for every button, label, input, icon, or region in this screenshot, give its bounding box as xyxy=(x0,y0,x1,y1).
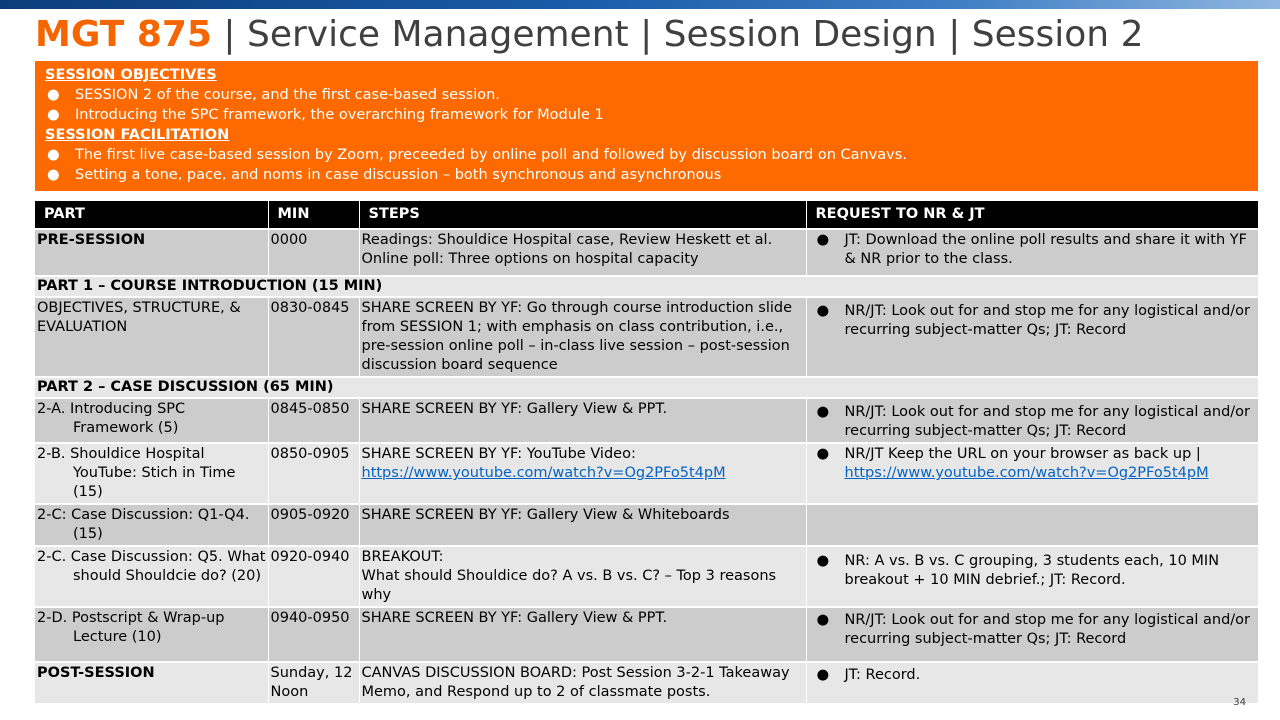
column-header-part: PART xyxy=(35,201,268,229)
min-cell: 0905-0920 xyxy=(268,504,359,546)
session-plan-table xyxy=(35,201,1258,703)
slide-title xyxy=(35,14,1143,56)
request-cell: ● NR/JT Keep the URL on your browser as back up | https://www.youtube.com/watch?v=Og2PFo5t4pM xyxy=(806,443,1258,504)
request-cell: ● NR: A vs. B vs. C grouping, 3 students each, 10 MIN breakout + 10 MIN debrief.; JT: Record. xyxy=(806,546,1258,607)
section-row xyxy=(35,276,1258,297)
bullet-icon: ● xyxy=(47,107,60,123)
part-cell: 2-C. Case Discussion: Q5. What should Shouldcie do? (20) xyxy=(35,546,268,607)
min-cell: 0000 xyxy=(268,229,359,276)
session-objectives-box xyxy=(35,61,1258,191)
steps-cell: SHARE SCREEN BY YF: YouTube Video: https://www.youtube.com/watch?v=Og2PFo5t4pM xyxy=(359,443,806,504)
bullet-icon: ● xyxy=(816,232,830,248)
min-cell: 0850-0905 xyxy=(268,443,359,504)
slide-subtitle: | Service Management | Session Design | Session 2 xyxy=(211,14,1144,55)
part-cell: 2-C: Case Discussion: Q1-Q4. (15) xyxy=(35,504,268,546)
course-code: MGT 875 xyxy=(35,14,212,55)
table-row xyxy=(35,443,1258,504)
request-cell: ● JT: Record. xyxy=(806,662,1258,703)
page-number: 34 xyxy=(1233,697,1246,708)
objectives-heading: SESSION OBJECTIVES xyxy=(45,67,217,83)
youtube-video-link[interactable]: https://www.youtube.com/watch?v=Og2PFo5t4pM xyxy=(361,465,726,481)
bullet-icon: ● xyxy=(816,446,830,462)
section-title: PART 2 – CASE DISCUSSION (65 MIN) xyxy=(35,377,1258,398)
facilitation-item: ● Setting a tone, pace, and noms in case discussion – both synchronous and asynchronous xyxy=(47,167,722,183)
steps-cell: Readings: Shouldice Hospital case, Review Heskett et al. Online poll: Three options on hospital capacity xyxy=(359,229,806,276)
part-cell: PRE-SESSION xyxy=(35,229,268,276)
bullet-icon: ● xyxy=(816,612,830,628)
table-row xyxy=(35,297,1258,377)
request-cell: ● NR/JT: Look out for and stop me for any logistical and/or recurring subject-matter Qs; JT: Record xyxy=(806,607,1258,662)
min-cell: Sunday, 12 Noon xyxy=(268,662,359,703)
request-cell xyxy=(806,504,1258,546)
steps-cell: BREAKOUT: What should Shouldice do? A vs. B vs. C? – Top 3 reasons why xyxy=(359,546,806,607)
table-row xyxy=(35,662,1258,703)
table-row xyxy=(35,398,1258,443)
table-row xyxy=(35,229,1258,276)
section-title: PART 1 – COURSE INTRODUCTION (15 MIN) xyxy=(35,276,1258,297)
table-row xyxy=(35,504,1258,546)
column-header-request: REQUEST TO NR & JT xyxy=(806,201,1258,229)
youtube-backup-link[interactable]: https://www.youtube.com/watch?v=Og2PFo5t4pM xyxy=(844,465,1209,481)
objective-item: ● Introducing the SPC framework, the overarching framework for Module 1 xyxy=(47,107,604,123)
section-row xyxy=(35,377,1258,398)
min-cell: 0845-0850 xyxy=(268,398,359,443)
request-cell: ● NR/JT: Look out for and stop me for any logistical and/or recurring subject-matter Qs; JT: Record xyxy=(806,398,1258,443)
part-cell: 2-B. Shouldice Hospital YouTube: Stich in Time (15) xyxy=(35,443,268,504)
table-header-row xyxy=(35,201,1258,229)
bullet-icon: ● xyxy=(816,553,830,569)
objective-item: ● SESSION 2 of the course, and the first case-based session. xyxy=(47,87,500,103)
request-cell: ● JT: Download the online poll results and share it with YF & NR prior to the class. xyxy=(806,229,1258,276)
bullet-icon: ● xyxy=(816,667,830,683)
steps-cell: SHARE SCREEN BY YF: Gallery View & Whiteboards xyxy=(359,504,806,546)
column-header-min: MIN xyxy=(268,201,359,229)
min-cell: 0920-0940 xyxy=(268,546,359,607)
bullet-icon: ● xyxy=(816,404,830,420)
top-banner-stripe xyxy=(0,0,1280,9)
bullet-icon: ● xyxy=(47,167,60,183)
steps-cell: SHARE SCREEN BY YF: Gallery View & PPT. xyxy=(359,398,806,443)
min-cell: 0830-0845 xyxy=(268,297,359,377)
facilitation-heading: SESSION FACILITATION xyxy=(45,127,230,143)
table-row xyxy=(35,607,1258,662)
bullet-icon: ● xyxy=(816,303,830,319)
request-cell: ● NR/JT: Look out for and stop me for any logistical and/or recurring subject-matter Qs; JT: Record xyxy=(806,297,1258,377)
table-row xyxy=(35,546,1258,607)
part-cell: 2-D. Postscript & Wrap-up Lecture (10) xyxy=(35,607,268,662)
steps-cell: CANVAS DISCUSSION BOARD: Post Session 3-2-1 Takeaway Memo, and Respond up to 2 of classmate posts. xyxy=(359,662,806,703)
steps-cell: SHARE SCREEN BY YF: Gallery View & PPT. xyxy=(359,607,806,662)
min-cell: 0940-0950 xyxy=(268,607,359,662)
column-header-steps: STEPS xyxy=(359,201,806,229)
bullet-icon: ● xyxy=(47,87,60,103)
part-cell: POST-SESSION xyxy=(35,662,268,703)
facilitation-item: ● The first live case-based session by Zoom, preceeded by online poll and followed by discussion board on Canvavs. xyxy=(47,147,907,163)
part-cell: 2-A. Introducing SPC Framework (5) xyxy=(35,398,268,443)
bullet-icon: ● xyxy=(47,147,60,163)
steps-cell: SHARE SCREEN BY YF: Go through course introduction slide from SESSION 1; with emphasis on class contribution, i.e., pre-session online poll – in-class live session – post-session discussion board sequence xyxy=(359,297,806,377)
part-cell: OBJECTIVES, STRUCTURE, & EVALUATION xyxy=(35,297,268,377)
